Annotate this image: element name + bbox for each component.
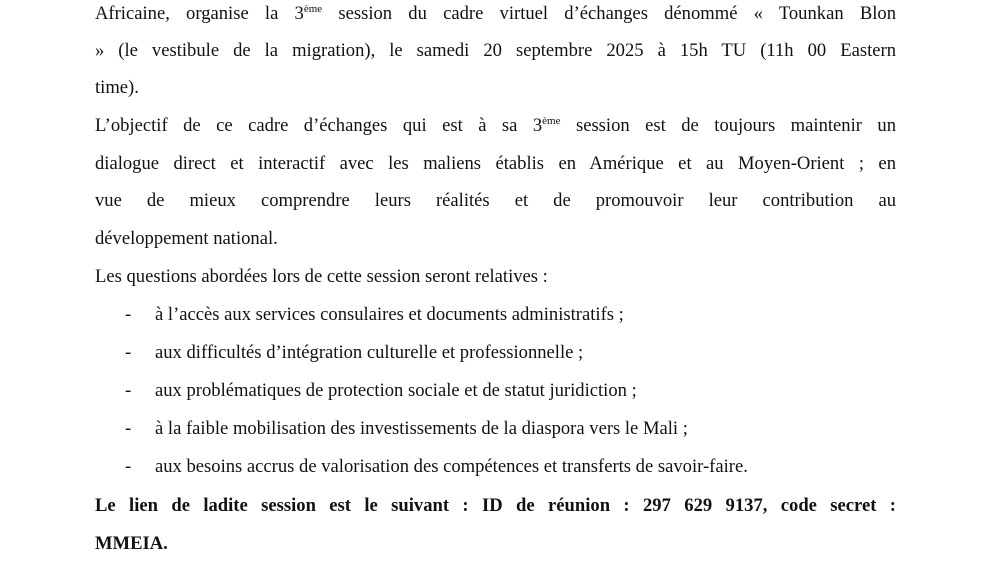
list-item xyxy=(95,410,896,448)
paragraph1-line1 xyxy=(95,0,896,33)
paragraph2-line1-post: session est de toujours maintenir un xyxy=(560,115,896,136)
closing-line2: MMEIA. xyxy=(95,533,168,554)
closing-line1: Le lien de ladite session est le suivant : ID de réunion : 297 629 9137, code secret : xyxy=(95,495,896,516)
paragraph2-line1 xyxy=(95,107,896,145)
list-item-text: aux besoins accrus de valorisation des compétences et transferts de savoir-faire. xyxy=(155,456,748,477)
bullet-dash: - xyxy=(125,304,132,325)
paragraph1-line3: time). xyxy=(95,77,139,98)
list-item-text: à l’accès aux services consulaires et documents administratifs ; xyxy=(155,304,624,325)
bullet-dash: - xyxy=(125,418,132,439)
paragraph2-line2: dialogue direct et interactif avec les maliens établis en Amérique et au Moyen-Orient ; en xyxy=(95,153,896,174)
paragraph1-line1-pre: Africaine, organise la 3 xyxy=(95,3,304,24)
list-item-text: aux difficultés d’intégration culturelle et professionnelle ; xyxy=(155,342,584,363)
bullet-dash: - xyxy=(125,342,132,363)
paragraph2-ordinal-sup: ème xyxy=(542,115,561,127)
list-item xyxy=(95,296,896,334)
bullet-dash: - xyxy=(125,456,132,477)
list-item xyxy=(95,334,896,372)
paragraph2-line3: vue de mieux comprendre leurs réalités et de promouvoir leur contribution au xyxy=(95,190,896,211)
paragraph1-line2: » (le vestibule de la migration), le samedi 20 septembre 2025 à 15h TU (11h 00 Eastern xyxy=(95,40,896,61)
paragraph2-line1-pre: L’objectif de ce cadre d’échanges qui est à sa 3 xyxy=(95,115,543,136)
list-item xyxy=(95,372,896,410)
bullet-dash: - xyxy=(125,380,132,401)
list-item-text: à la faible mobilisation des investissements de la diaspora vers le Mali ; xyxy=(155,418,688,439)
paragraph2-line4: développement national. xyxy=(95,228,278,249)
paragraph1-line1-post: session du cadre virtuel d’échanges dénommé « Tounkan Blon xyxy=(322,3,896,24)
paragraph1-ordinal-sup: ème xyxy=(303,3,323,15)
list-item-text: aux problématiques de protection sociale et de statut juridiction ; xyxy=(155,380,637,401)
list-item xyxy=(95,448,896,486)
questions-intro: Les questions abordées lors de cette session seront relatives : xyxy=(95,266,548,287)
